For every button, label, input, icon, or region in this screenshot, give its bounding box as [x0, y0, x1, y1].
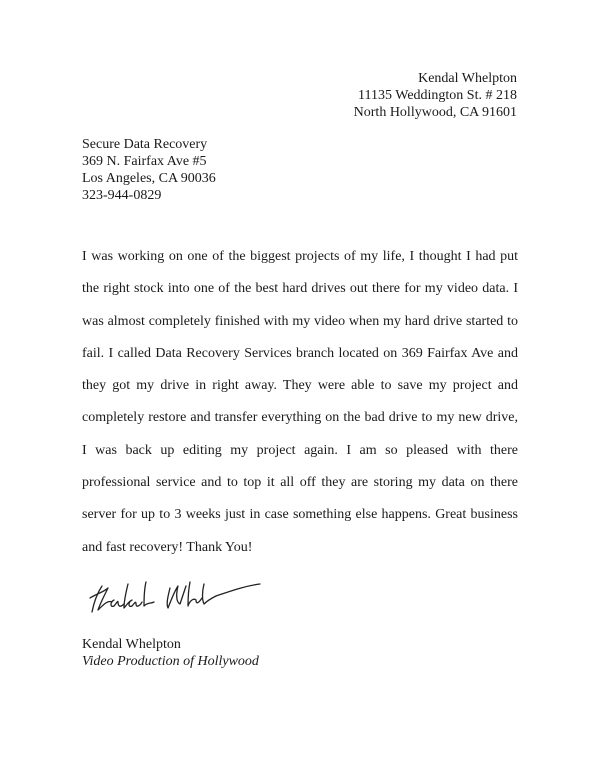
letter-body: I was working on one of the biggest projects of my life, I thought I had put the right stock into one of the best hard drives out there for my video data. I was almost completely finished with my video when my hard drive started to fail. I called Data Recovery Services branch located on 369 Fairfax Ave and they got my drive in right away. They were able to save my project and completely restore and transfer everything on the bad drive to my new drive, I was back up editing my project again. I am so pleased with there professional service and to top it all off they are storing my data on there server for up to 3 weeks just in case something else happens. Great business and fast recovery! Thank You!: [82, 249, 518, 555]
recipient-address-block: [82, 136, 216, 204]
recipient-street: 369 N. Fairfax Ave #5: [82, 154, 207, 169]
sender-street: 11135 Weddington St. # 218: [358, 88, 517, 103]
signature-icon: [88, 578, 268, 618]
recipient-phone: 323-944-0829: [82, 188, 162, 203]
closing-block: [82, 636, 259, 670]
closing-name: Kendal Whelpton: [82, 637, 181, 652]
sender-address-block: [354, 70, 517, 121]
sender-name: Kendal Whelpton: [418, 71, 517, 86]
recipient-company: Secure Data Recovery: [82, 137, 208, 152]
closing-company: Video Production of Hollywood: [82, 654, 259, 669]
sender-city: North Hollywood, CA 91601: [353, 105, 517, 120]
recipient-city: Los Angeles, CA 90036: [82, 171, 216, 186]
